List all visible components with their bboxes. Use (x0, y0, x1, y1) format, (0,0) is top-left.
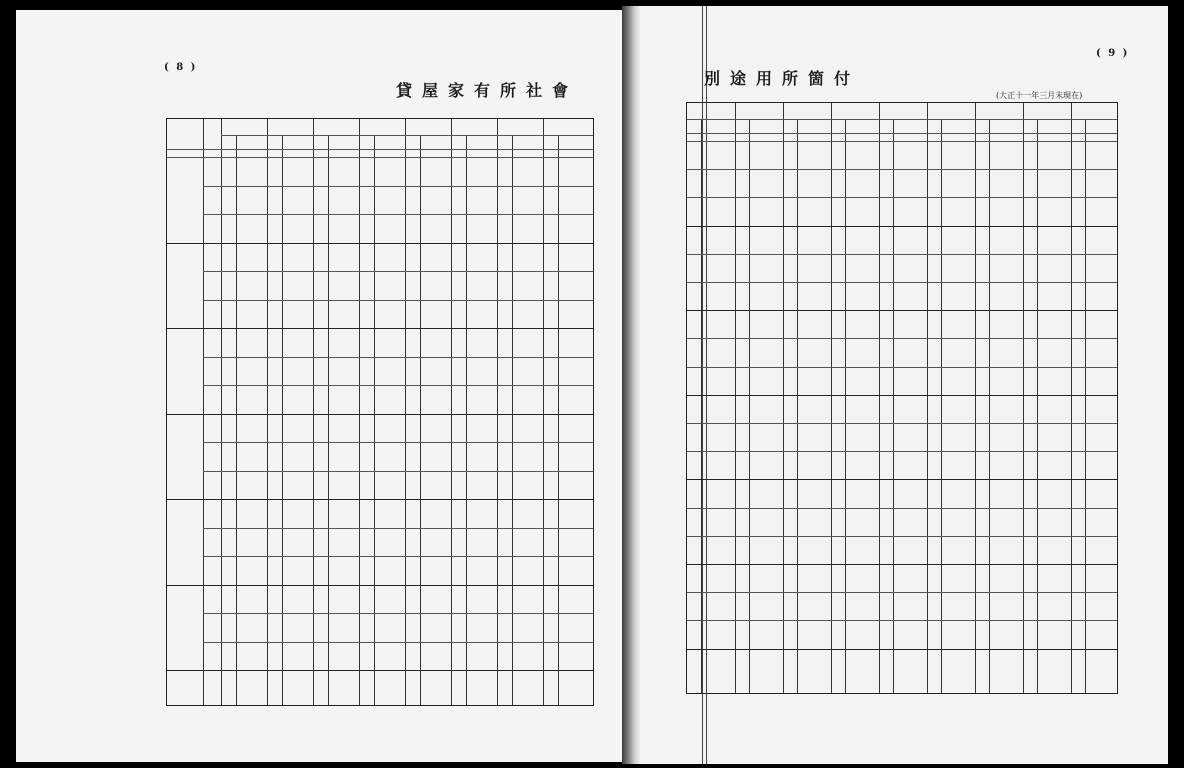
grid-line (451, 119, 452, 706)
grid-line (203, 119, 204, 706)
grid-line (749, 119, 750, 694)
grid-line (167, 670, 594, 671)
grid-line (203, 385, 594, 386)
grid-line (687, 338, 1118, 339)
grid-line (543, 119, 544, 706)
grid-line (687, 367, 1118, 368)
grid-line (831, 103, 832, 694)
grid-line (879, 103, 880, 694)
grid-line (687, 310, 1118, 311)
grid-line (328, 135, 329, 706)
grid-line (687, 141, 1118, 142)
grid-line (167, 328, 594, 329)
page-number-left: ( 8 ) (164, 62, 198, 73)
grid-line (1037, 119, 1038, 694)
grid-line (1023, 103, 1024, 694)
left-table (166, 118, 594, 706)
grid-line (167, 414, 594, 415)
grid-line (687, 133, 1118, 134)
grid-line (512, 135, 513, 706)
grid-line (203, 442, 594, 443)
grid-line (203, 186, 594, 187)
right-table (686, 102, 1118, 694)
grid-line (687, 282, 1118, 283)
grid-line (405, 119, 406, 706)
grid-line (701, 119, 702, 694)
grid-line (167, 157, 594, 158)
grid-line (313, 119, 314, 706)
grid-line (167, 499, 594, 500)
grid-line (687, 536, 1118, 537)
grid-line (203, 556, 594, 557)
grid-line (236, 135, 237, 706)
table-title-left: 貸屋家有所社會 (396, 81, 579, 100)
grid-line (466, 135, 467, 706)
grid-line (203, 613, 594, 614)
grid-line (687, 254, 1118, 255)
grid-line (221, 135, 594, 136)
grid-line (893, 119, 894, 694)
grid-line (1071, 103, 1072, 694)
grid-line (687, 508, 1118, 509)
grid-line (687, 620, 1118, 621)
grid-line (687, 451, 1118, 452)
grid-line (687, 592, 1118, 593)
grid-line (374, 135, 375, 706)
grid-line (687, 423, 1118, 424)
grid-line (687, 395, 1118, 396)
grid-line (687, 479, 1118, 480)
grid-line (687, 169, 1118, 170)
grid-line (989, 119, 990, 694)
right-page (640, 6, 1168, 764)
grid-line (783, 103, 784, 694)
grid-line (1085, 119, 1086, 694)
grid-line (797, 119, 798, 694)
table-title-right: 別途用所箇付 (704, 69, 861, 88)
grid-line (687, 564, 1118, 565)
grid-line (687, 649, 1118, 650)
date-note: (大正十一年三月末現在) (996, 91, 1083, 100)
grid-line (687, 119, 1118, 120)
grid-line (203, 271, 594, 272)
grid-line (359, 119, 360, 706)
book-gutter (622, 6, 640, 764)
grid-line (735, 103, 736, 694)
left-page (16, 10, 622, 762)
page-number-right: ( 9 ) (1096, 48, 1130, 59)
grid-line (687, 197, 1118, 198)
grid-line (167, 149, 594, 150)
grid-line (420, 135, 421, 706)
grid-line (203, 471, 594, 472)
grid-line (687, 226, 1118, 227)
grid-line (558, 135, 559, 706)
grid-line (167, 243, 594, 244)
grid-line (203, 300, 594, 301)
grid-line (497, 119, 498, 706)
grid-line (203, 357, 594, 358)
grid-line (167, 585, 594, 586)
grid-line (845, 119, 846, 694)
grid-line (267, 119, 268, 706)
grid-line (927, 103, 928, 694)
grid-line (203, 528, 594, 529)
grid-line (203, 642, 594, 643)
grid-line (203, 214, 594, 215)
grid-line (282, 135, 283, 706)
grid-line (941, 119, 942, 694)
grid-line (975, 103, 976, 694)
grid-line (221, 119, 222, 706)
